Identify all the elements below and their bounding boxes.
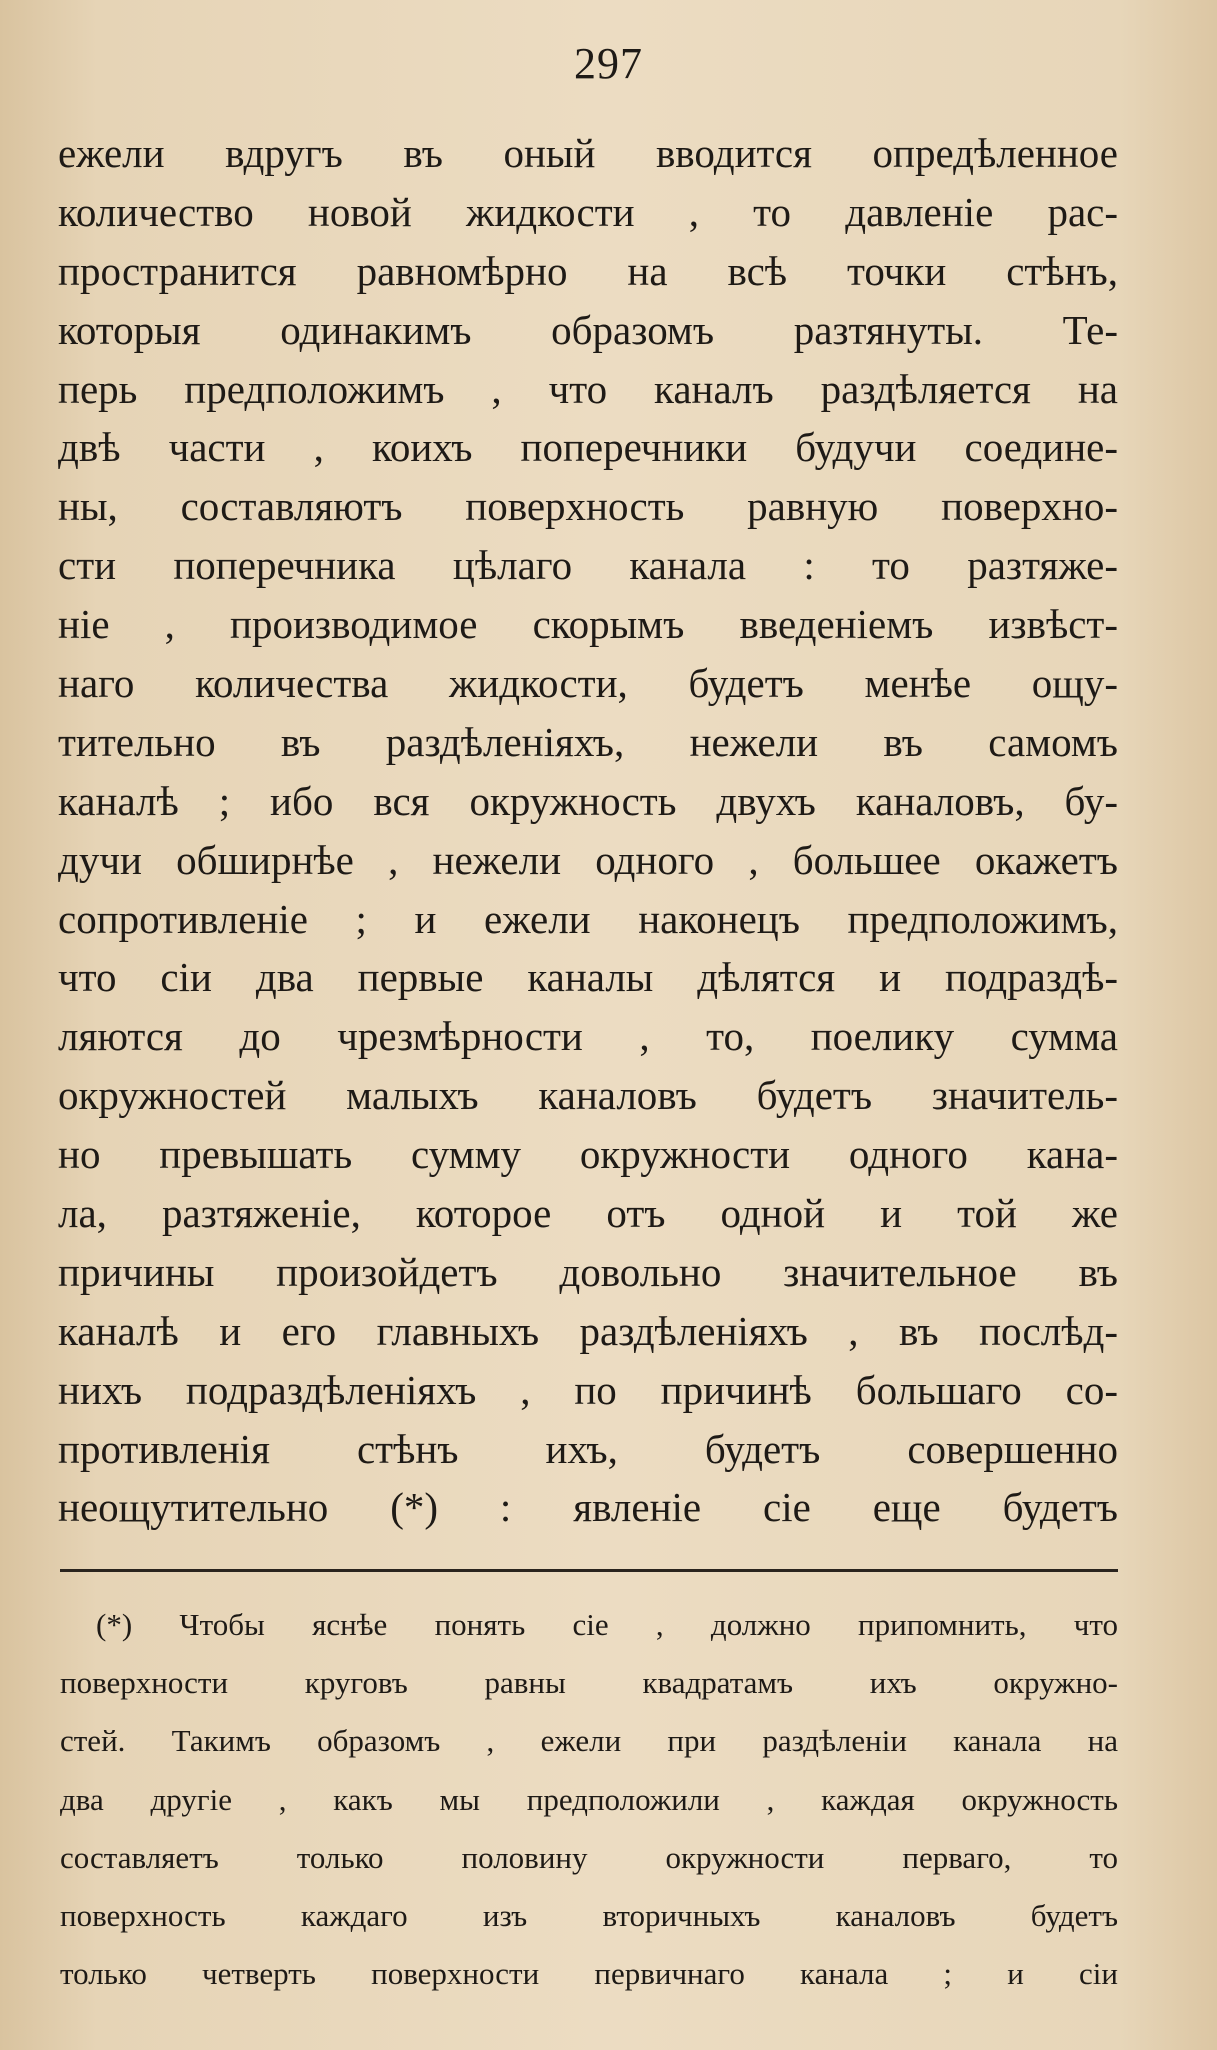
footnote-line: только четверть поверхности первичнаго канала ; и сіи	[60, 1956, 1118, 1992]
footnote-line: два другіе , какъ мы предположили , каждая окружность	[60, 1781, 1118, 1817]
footnote-line: (*) Чтобы яснѣе понять сіе , должно припомнить, что	[96, 1607, 1118, 1642]
page-number: 297	[574, 39, 643, 88]
body-line: что сіи два первые каналы дѣлятся и подраздѣ-	[58, 954, 1118, 1001]
body-line: ны, составляютъ поверхность равную поверхно-	[58, 483, 1118, 530]
body-line: сти поперечника цѣлаго канала : то разтяже-	[58, 542, 1118, 589]
body-line: ла, разтяженіе, которое отъ одной и той же	[58, 1190, 1118, 1237]
body-line: пространится равномѣрно на всѣ точки стѣнъ,	[58, 247, 1118, 294]
body-line: окружностей малыхъ каналовъ будетъ значитель-	[58, 1072, 1118, 1119]
body-line: но превышать сумму окружности одного кана-	[58, 1131, 1118, 1178]
body-text	[58, 124, 1118, 1537]
body-line: двѣ части , коихъ поперечники будучи соедине-	[58, 424, 1118, 471]
body-line: неощутительно (*) : явленіе сіе еще будетъ	[58, 1484, 1118, 1531]
body-line: ляются до чрезмѣрности , то, поелику сумма	[58, 1013, 1118, 1060]
body-line: количество новой жидкости , то давленіе рас-	[58, 188, 1118, 235]
footnote-line: составляетъ только половину окружности перваго, то	[60, 1839, 1118, 1875]
body-line: перь предположимъ , что каналъ раздѣляется на	[58, 365, 1118, 412]
footnote-line: поверхности круговъ равны квадратамъ ихъ окружно-	[60, 1665, 1118, 1701]
body-line: причины произойдетъ довольно значительное въ	[58, 1248, 1118, 1295]
body-line: наго количества жидкости, будетъ менѣе ощу-	[58, 660, 1118, 707]
footnote	[60, 1596, 1118, 2003]
body-line: тительно въ раздѣленіяхъ, нежели въ самомъ	[58, 718, 1118, 765]
body-line: которыя одинакимъ образомъ разтянуты. Те-	[58, 306, 1118, 353]
body-line: ніе , производимое скорымъ введеніемъ извѣст-	[58, 601, 1118, 648]
body-line: ежели вдругъ въ оный вводится опредѣленное	[58, 130, 1118, 176]
body-line: нихъ подраздѣленіяхъ , по причинѣ большаго со-	[58, 1366, 1118, 1413]
footnote-divider	[60, 1569, 1118, 1572]
body-line: каналѣ и его главныхъ раздѣленіяхъ , въ послѣд-	[58, 1307, 1118, 1354]
body-line: дучи обширнѣе , нежели одного , большее окажетъ	[58, 836, 1118, 883]
body-line: сопротивленіе ; и ежели наконецъ предположимъ,	[58, 895, 1118, 942]
footnote-line: стей. Такимъ образомъ , ежели при раздѣленіи канала на	[60, 1723, 1118, 1759]
body-line: каналѣ ; ибо вся окружность двухъ каналовъ, бу-	[58, 777, 1118, 824]
footnote-line: поверхность каждаго изъ вторичныхъ каналовъ будетъ	[60, 1897, 1118, 1933]
body-line: противленія стѣнъ ихъ, будетъ совершенно	[58, 1425, 1118, 1472]
